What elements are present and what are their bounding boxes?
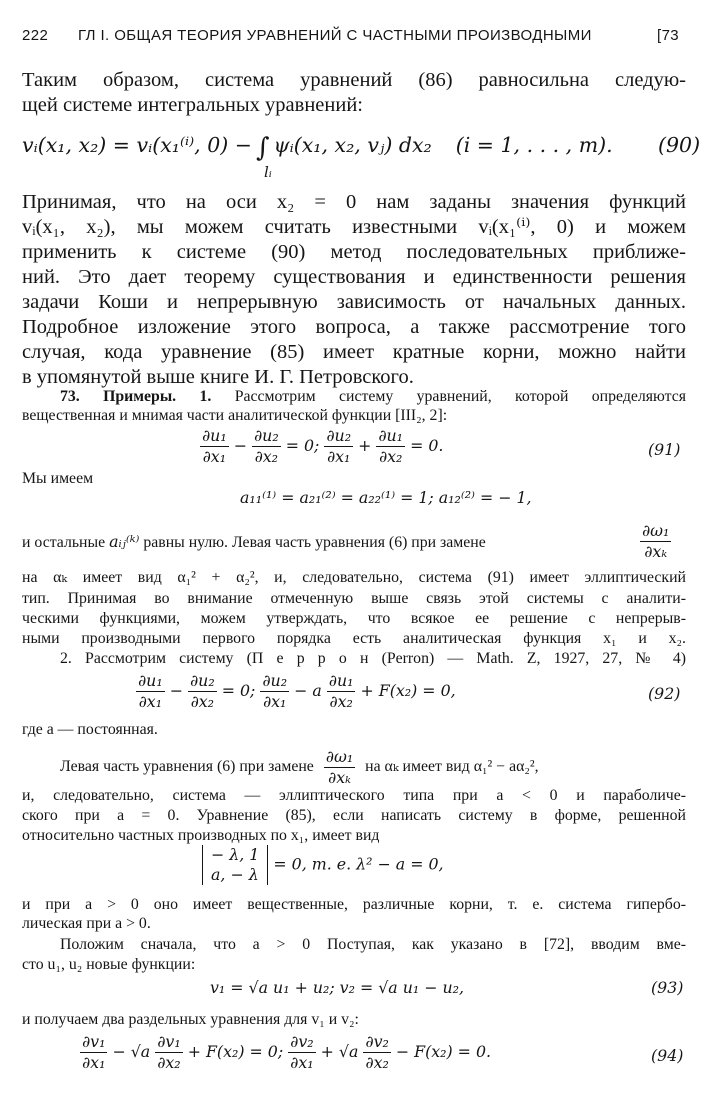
text-line: лическая при a > 0.: [22, 915, 151, 932]
equation-number: (90): [658, 133, 701, 157]
text-line: ского при a = 0. Уравнение (85), если написать систему в форме, решенной: [22, 807, 686, 824]
equation-91: $\frac{\text{∂u₁}}{\text{∂x₁}}$ − $\frac{\text{∂u₂}}{\text{∂x₂}}$ = 0; $\frac{\text{∂u₂}}{\text{∂x₁}}$ + $\frac{\text{∂u₁}}{\text{∂x₂}}$ = 0.: [202, 426, 444, 466]
equation-90: [22, 133, 613, 161]
text-line: ными производными первого порядка есть аналитическая функция x₁ и x₂.: [22, 630, 686, 647]
text-line: 2. Рассмотрим систему (П е р р о н (Perron) — Math. Z, 1927, 27, № 4): [60, 650, 686, 667]
text-line: и остальные aᵢⱼ⁽ᵏ⁾ равны нулю. Левая часть уравнения (6) при замене: [22, 532, 486, 551]
equation-number: (91): [648, 440, 681, 459]
text-line: ний. Это дает теорему существования и единственности решения: [22, 266, 686, 288]
text-line: тип. Принимая во внимание отмеченную выше связь этой системы с аналити-: [22, 590, 686, 607]
text-line: на αₖ имеет вид α₁² + α₂², и, следовательно, система (91) имеет эллиптический: [22, 569, 686, 586]
text-line: вещественная и мнимая части аналитической функции [III₂, 2]:: [22, 407, 448, 424]
text-line: Рассмотрим систему уравнений, которой определяются: [234, 388, 687, 405]
equation-number: (92): [648, 684, 681, 703]
determinant-equation: − λ, 1 a, − λ = 0, т. е. λ² − a = 0,: [202, 845, 444, 885]
text-line: Таким образом, система уравнений (86) равносильна следую-: [22, 69, 686, 91]
text-line: Положим сначала, что a > 0 Поступая, как указано в [72], вводим вме-: [60, 936, 686, 953]
equation-lhs: vᵢ(x₁, x₂) = vᵢ(x₁⁽ⁱ⁾, 0) −: [22, 133, 252, 157]
text-line: сто u₁, u₂ новые функции:: [22, 956, 196, 973]
equation-93: v₁ = √a u₁ + u₂; v₂ = √a u₁ − u₂,: [210, 978, 465, 997]
text-line: щей системе интегральных уравнений:: [22, 94, 363, 116]
section-heading: 73. Примеры. 1.: [60, 388, 212, 405]
page-number: 222: [22, 27, 49, 44]
text-line: Мы имеем: [22, 470, 94, 487]
integral-limit: lᵢ: [264, 163, 272, 181]
text-line: задачи Коши и непрерывную зависимость от начальных данных.: [22, 291, 686, 313]
fraction-domega: $\frac{\text{∂ω₁}}{\text{∂xₖ}}$: [642, 521, 670, 561]
text-line: и, следовательно, система — эллиптического типа при a < 0 и параболиче-: [22, 787, 686, 804]
equation-integrand: ψᵢ(x₁, x₂, vⱼ) dx₂: [273, 133, 432, 157]
integral-sign: ∫: [255, 133, 270, 163]
determinant: − λ, 1 a, − λ: [202, 845, 268, 885]
equation-94: $\frac{\text{∂v₁}}{\text{∂x₁}}$ − √a $\frac{\text{∂v₁}}{\text{∂x₂}}$ + F(x₂) = 0; $\frac{\text{∂v₂}}{\text{∂x₁}}$ + √a $\frac{\text{∂v₂}}{\text{∂x₂}}$ − F(x₂) = 0.: [82, 1032, 492, 1072]
text-line: Подробное изложение этого вопроса, а также рассмотрение того: [22, 316, 686, 338]
text-line: ческими функциями, можем утверждать, что всякое ее решение с непрерыв-: [22, 610, 686, 627]
equation-number: (94): [651, 1046, 684, 1065]
text-line: в упомянутой выше книге И. Г. Петровского.: [22, 366, 414, 388]
equation-92: $\frac{\text{∂u₁}}{\text{∂x₁}}$ − $\frac{\text{∂u₂}}{\text{∂x₂}}$ = 0; $\frac{\text{∂u₂}}{\text{∂x₁}}$ − a $\frac{\text{∂u₁}}{\text{∂x₂}}$ + F(x₂) = 0,: [138, 671, 456, 711]
section-number: [73: [657, 27, 680, 44]
text-line: где a — постоянная.: [22, 721, 158, 738]
text-line: и при a > 0 оно имеет вещественные, различные корни, т. е. система гипербо-: [22, 896, 686, 913]
equation-coefficients: a₁₁⁽¹⁾ = a₂₁⁽²⁾ = a₂₂⁽¹⁾ = 1; a₁₂⁽²⁾ = − 1,: [240, 488, 532, 507]
section-heading-line: [22, 387, 686, 407]
text-line: и получаем два раздельных уравнения для v₁ и v₂:: [22, 1011, 359, 1028]
text-line: Левая часть уравнения (6) при замене $\frac{\text{∂ω₁}}{\text{∂xₖ}}$ на αₖ имеет вид α₁² − aα₂²,: [60, 747, 539, 787]
text-line: vᵢ(x₁, x₂), мы можем считать известными vᵢ(x₁⁽ⁱ⁾, 0) и можем: [22, 216, 686, 238]
text-line: Принимая, что на оси x₂ = 0 нам заданы значения функций: [22, 191, 686, 213]
text-line: относительно частных производных по x₁, имеет вид: [22, 827, 380, 844]
text-line: случая, кода уравнение (85) имеет кратные корни, можно найти: [22, 341, 686, 363]
equation-number: (93): [651, 978, 684, 997]
running-head: ГЛ I. ОБЩАЯ ТЕОРИЯ УРАВНЕНИЙ С ЧАСТНЫМИ ПРОИЗВОДНЫМИ: [78, 27, 592, 44]
equation-range: (i = 1, . . . , m).: [455, 133, 613, 157]
text-line: применить к системе (90) метод последовательных приближе-: [22, 241, 686, 263]
